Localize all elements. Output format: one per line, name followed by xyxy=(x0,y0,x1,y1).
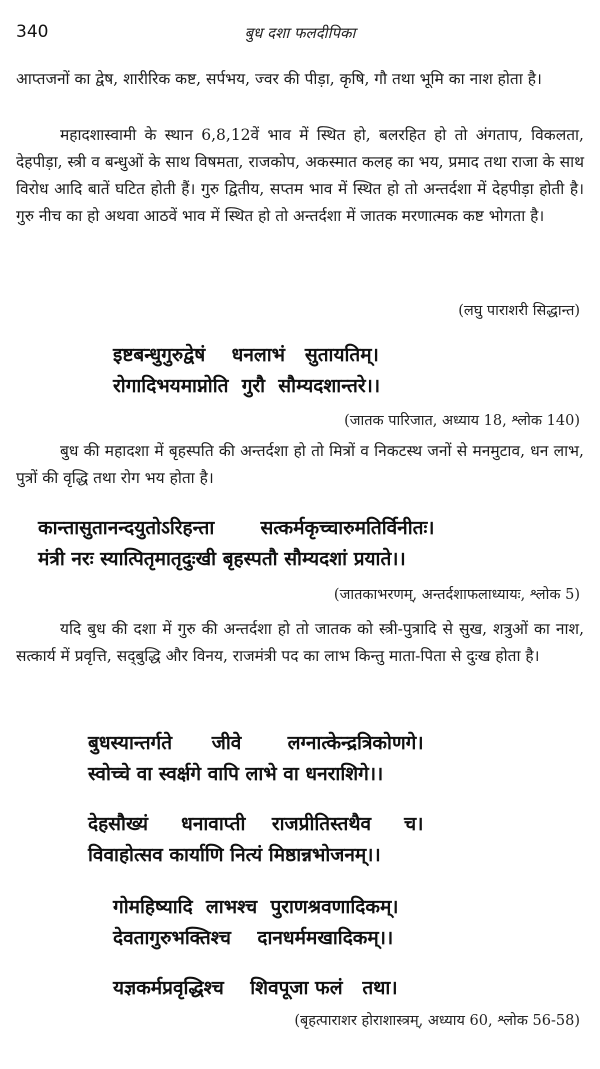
verse-2-line-2: मंत्री नरः स्यात्पितृमातृदुःखी बृहस्पतौ सौम्यदशां प्रयाते।। xyxy=(38,548,406,570)
citation-laghu-parashari: (लघु पाराशरी सिद्धान्त) xyxy=(458,303,580,319)
verse-1-line-2: रोगादिभयमाप्नोति गुरौ सौम्यदशान्तरे।। xyxy=(113,375,381,397)
verse-4-line-1: देहसौख्यं धनावाप्ती राजप्रीतिस्तथैव च। xyxy=(88,813,424,835)
citation-jataka-parijata: (जातक पारिजात, अध्याय 18, श्लोक 140) xyxy=(344,413,580,429)
paragraph-3: बुध की महादशा में बृहस्पति की अन्तर्दशा हो तो मित्रों व निकटस्थ जनों से मनमुटाव, धन लाभ, पुत्रों की वृद्धि तथा रोग भय होता है। xyxy=(16,442,584,487)
running-title: बुध दशा फलदीपिका xyxy=(244,24,356,42)
verse-6-line-1: यज्ञकर्मप्रवृद्धिश्च शिवपूजा फलं तथा। xyxy=(113,977,398,999)
verse-2-line-1: कान्तासुतानन्दयुतोऽरिहन्ता सत्कर्मकृच्चारुमतिर्विनीतः। xyxy=(38,517,435,539)
citation-brihat-parashara: (बृहत्पाराशर होराशास्त्रम्, अध्याय 60, श्लोक 56-58) xyxy=(294,1013,580,1029)
page-number: 340 xyxy=(16,22,49,42)
paragraph-1: आप्तजनों का द्वेष, शारीरिक कष्ट, सर्पभय, ज्वर की पीड़ा, कृषि, गौ तथा भूमि का नाश होता है। xyxy=(16,70,542,88)
paragraph-4: यदि बुध की दशा में गुरु की अन्तर्दशा हो तो जातक को स्त्री-पुत्रादि से सुख, शत्रुओं का नाश, सत्कार्य में प्रवृत्ति, सद्‌बुद्धि और विनय, राजमंत्री पद का लाभ किन्तु माता-पिता से दुःख होता है। xyxy=(16,620,584,665)
page-header xyxy=(0,22,600,48)
verse-1-line-1: इष्टबन्धुगुरुद्वेषं धनलाभं सुतायतिम्। xyxy=(113,344,379,366)
verse-3-line-2: स्वोच्चे वा स्वर्क्षगे वापि लाभे वा धनराशिगे।। xyxy=(88,763,384,785)
verse-5-line-1: गोमहिष्यादि लाभश्च पुराणश्रवणादिकम्। xyxy=(113,896,399,918)
paragraph-2: महादशास्वामी के स्थान 6,8,12वें भाव में स्थित हो, बलरहित हो तो अंगताप, विकलता, देहपीड़ा, स्त्री व बन्धुओं के साथ विषमता, राजकोप, अकस्मात कलह का भय, प्रमाद तथा राजा के साथ विरोध आदि बातें घटित होती हैं। गुरु द्वितीय, सप्तम भाव में स्थित हो तो अन्तर्दशा में देहपीड़ा होती है। गुरु नीच का हो अथवा आठवें भाव में स्थित हो तो अन्तर्दशा में जातक मरणात्मक कष्ट भोगता है। xyxy=(16,126,584,225)
verse-3-line-1: बुधस्यान्तर्गते जीवे लग्नात्केन्द्रत्रिकोणगे। xyxy=(88,732,424,754)
verse-5-line-2: देवतागुरुभक्तिश्च दानधर्ममखादिकम्।। xyxy=(113,927,394,949)
verse-4-line-2: विवाहोत्सव कार्याणि नित्यं मिष्ठान्नभोजनम्।। xyxy=(88,844,381,866)
citation-jatakabharanam: (जातकाभरणम्, अन्तर्दशाफलाध्यायः, श्लोक 5) xyxy=(333,587,580,603)
